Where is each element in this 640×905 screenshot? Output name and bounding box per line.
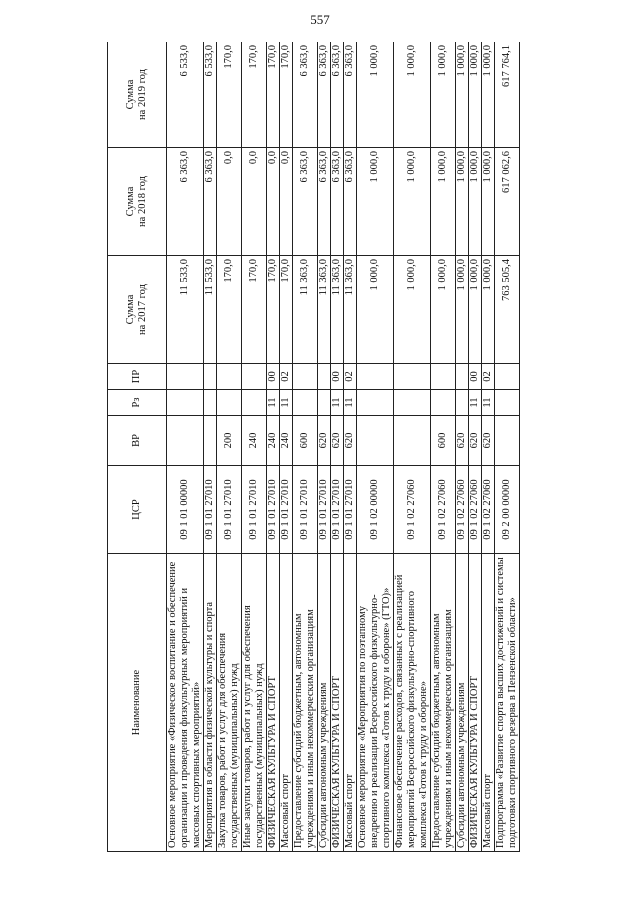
cell-vr: 620 <box>331 416 344 466</box>
cell-pr: 00 <box>331 364 344 390</box>
table-row <box>242 42 267 852</box>
cell-sum-2018: 1 000,0 <box>482 148 495 256</box>
cell-sum-2018: 6 363,0 <box>204 148 217 256</box>
cell-rz <box>293 390 318 416</box>
cell-pr <box>318 364 331 390</box>
cell-sum-2018: 6 363,0 <box>293 148 318 256</box>
cell-sum-2018: 0,0 <box>267 148 280 256</box>
cell-pr <box>456 364 469 390</box>
cell-pr <box>357 364 394 390</box>
cell-sum-2019: 6 533,0 <box>167 42 204 148</box>
cell-name: Предоставление субсидий бюджетным, автономным учреждениям и иным некоммерческим организациям <box>293 554 318 852</box>
cell-pr <box>431 364 456 390</box>
cell-sum-2017: 1 000,0 <box>431 256 456 364</box>
table-row <box>167 42 204 852</box>
cell-pr: 00 <box>267 364 280 390</box>
cell-rz: 11 <box>267 390 280 416</box>
cell-sum-2018: 1 000,0 <box>357 148 394 256</box>
cell-name: ФИЗИЧЕСКАЯ КУЛЬТУРА И СПОРТ <box>469 554 482 852</box>
cell-rz <box>394 390 431 416</box>
cell-sum-2018: 6 363,0 <box>344 148 357 256</box>
cell-sum-2017: 763 505,4 <box>495 256 520 364</box>
cell-vr: 620 <box>344 416 357 466</box>
cell-csr: 09 1 01 27010 <box>267 466 280 554</box>
cell-vr: 600 <box>293 416 318 466</box>
cell-rz <box>456 390 469 416</box>
header-csr: ЦСР <box>108 466 167 554</box>
cell-sum-2019: 170,0 <box>267 42 280 148</box>
cell-csr: 09 1 02 27060 <box>394 466 431 554</box>
cell-rz: 11 <box>344 390 357 416</box>
cell-csr: 09 1 01 27010 <box>318 466 331 554</box>
cell-sum-2017: 11 363,0 <box>331 256 344 364</box>
cell-pr <box>495 364 520 390</box>
cell-rz: 11 <box>469 390 482 416</box>
cell-vr: 240 <box>280 416 293 466</box>
cell-csr: 09 1 01 00000 <box>167 466 204 554</box>
cell-rz <box>242 390 267 416</box>
header-sum-2017: Сумма на 2017 год <box>108 256 167 364</box>
table-row <box>204 42 217 852</box>
cell-csr: 09 1 02 27060 <box>431 466 456 554</box>
cell-name: Закупка товаров, работ и услуг для обеспечения государственных (муниципальных) нужд <box>217 554 242 852</box>
cell-sum-2019: 1 000,0 <box>456 42 469 148</box>
cell-pr <box>167 364 204 390</box>
cell-vr: 240 <box>242 416 267 466</box>
cell-sum-2019: 170,0 <box>217 42 242 148</box>
cell-vr <box>357 416 394 466</box>
cell-name: Иные закупки товаров, работ и услуг для обеспечения государственных (муниципальных) нужд <box>242 554 267 852</box>
cell-sum-2018: 6 363,0 <box>331 148 344 256</box>
cell-sum-2019: 170,0 <box>280 42 293 148</box>
cell-pr <box>204 364 217 390</box>
cell-vr: 200 <box>217 416 242 466</box>
cell-sum-2017: 11 363,0 <box>344 256 357 364</box>
table-header-row <box>108 42 167 852</box>
table-row <box>293 42 318 852</box>
cell-rz: 11 <box>280 390 293 416</box>
cell-pr <box>394 364 431 390</box>
cell-sum-2019: 170,0 <box>242 42 267 148</box>
cell-vr <box>495 416 520 466</box>
header-name: Наименование <box>108 554 167 852</box>
cell-pr <box>242 364 267 390</box>
cell-name: ФИЗИЧЕСКАЯ КУЛЬТУРА И СПОРТ <box>267 554 280 852</box>
cell-sum-2019: 6 363,0 <box>318 42 331 148</box>
cell-sum-2019: 6 363,0 <box>293 42 318 148</box>
cell-vr <box>167 416 204 466</box>
table-row <box>357 42 394 852</box>
cell-sum-2018: 6 363,0 <box>167 148 204 256</box>
cell-sum-2019: 1 000,0 <box>394 42 431 148</box>
cell-sum-2017: 1 000,0 <box>394 256 431 364</box>
cell-pr <box>217 364 242 390</box>
cell-sum-2019: 617 764,1 <box>495 42 520 148</box>
cell-name: Мероприятия в области физической культуры и спорта <box>204 554 217 852</box>
header-pr: ПР <box>108 364 167 390</box>
cell-name: Массовый спорт <box>344 554 357 852</box>
header-vr: ВР <box>108 416 167 466</box>
cell-sum-2019: 6 363,0 <box>331 42 344 148</box>
cell-sum-2019: 1 000,0 <box>482 42 495 148</box>
cell-sum-2018: 0,0 <box>217 148 242 256</box>
cell-sum-2019: 1 000,0 <box>469 42 482 148</box>
header-sum-2018: Сумма на 2018 год <box>108 148 167 256</box>
table-row <box>280 42 293 852</box>
table-body <box>167 42 520 852</box>
cell-rz <box>217 390 242 416</box>
cell-sum-2019: 1 000,0 <box>431 42 456 148</box>
cell-pr: 02 <box>344 364 357 390</box>
cell-sum-2018: 1 000,0 <box>456 148 469 256</box>
cell-sum-2017: 11 533,0 <box>167 256 204 364</box>
cell-sum-2017: 170,0 <box>267 256 280 364</box>
page-number: 557 <box>310 12 330 27</box>
table-row <box>469 42 482 852</box>
table-row <box>482 42 495 852</box>
cell-sum-2017: 11 533,0 <box>204 256 217 364</box>
cell-csr: 09 2 00 00000 <box>495 466 520 554</box>
cell-sum-2019: 6 363,0 <box>344 42 357 148</box>
table-row <box>267 42 280 852</box>
cell-sum-2017: 1 000,0 <box>357 256 394 364</box>
cell-name: Предоставление субсидий бюджетным, автономным учреждениям и иным некоммерческим организациям <box>431 554 456 852</box>
cell-csr: 09 1 01 27010 <box>293 466 318 554</box>
cell-vr: 240 <box>267 416 280 466</box>
cell-sum-2017: 170,0 <box>217 256 242 364</box>
cell-sum-2019: 1 000,0 <box>357 42 394 148</box>
cell-csr: 09 1 02 27060 <box>482 466 495 554</box>
cell-vr <box>204 416 217 466</box>
cell-sum-2017: 1 000,0 <box>456 256 469 364</box>
cell-csr: 09 1 01 27010 <box>331 466 344 554</box>
cell-csr: 09 1 01 27010 <box>242 466 267 554</box>
cell-rz <box>495 390 520 416</box>
cell-vr: 620 <box>482 416 495 466</box>
cell-name: Финансовое обеспечение расходов, связанных с реализацией мероприятий Всероссийского физкультурно-спортивного комплекса «Готов к труду и обороне» <box>394 554 431 852</box>
cell-vr: 620 <box>456 416 469 466</box>
cell-pr: 00 <box>469 364 482 390</box>
cell-vr: 600 <box>431 416 456 466</box>
cell-name: Субсидии автономным учреждениям <box>456 554 469 852</box>
cell-vr: 620 <box>469 416 482 466</box>
cell-rz <box>431 390 456 416</box>
cell-csr: 09 1 01 27010 <box>204 466 217 554</box>
cell-sum-2018: 1 000,0 <box>431 148 456 256</box>
cell-sum-2018: 0,0 <box>242 148 267 256</box>
cell-csr: 09 1 01 27010 <box>280 466 293 554</box>
cell-pr: 02 <box>280 364 293 390</box>
table-row <box>344 42 357 852</box>
table-row <box>431 42 456 852</box>
cell-sum-2019: 6 533,0 <box>204 42 217 148</box>
table-row <box>456 42 469 852</box>
cell-sum-2017: 170,0 <box>280 256 293 364</box>
cell-sum-2018: 1 000,0 <box>394 148 431 256</box>
cell-rz: 11 <box>331 390 344 416</box>
cell-name: Подпрограмма «Развитие спорта высших достижений и системы подготовки спортивного резерва в Пензенской области» <box>495 554 520 852</box>
cell-sum-2018: 6 363,0 <box>318 148 331 256</box>
cell-rz <box>318 390 331 416</box>
cell-sum-2017: 170,0 <box>242 256 267 364</box>
header-rz: Рз <box>108 390 167 416</box>
table-row <box>217 42 242 852</box>
budget-table-rotated <box>107 42 537 852</box>
table-row <box>394 42 431 852</box>
cell-vr <box>394 416 431 466</box>
cell-rz: 11 <box>482 390 495 416</box>
table-row <box>318 42 331 852</box>
cell-csr: 09 1 02 27060 <box>469 466 482 554</box>
table-row <box>331 42 344 852</box>
cell-vr: 620 <box>318 416 331 466</box>
cell-sum-2017: 1 000,0 <box>482 256 495 364</box>
cell-sum-2018: 0,0 <box>280 148 293 256</box>
cell-pr: 02 <box>482 364 495 390</box>
cell-rz <box>167 390 204 416</box>
table-row <box>495 42 520 852</box>
cell-sum-2017: 11 363,0 <box>318 256 331 364</box>
budget-table <box>107 42 520 852</box>
cell-name: Субсидии автономным учреждениям <box>318 554 331 852</box>
cell-sum-2018: 1 000,0 <box>469 148 482 256</box>
cell-name: Основное мероприятие «Мероприятия по поэтапному внедрению и реализации Всероссийского физкультурно-спортивного комплекса «Готов к труду и обороне» (ГТО)» <box>357 554 394 852</box>
cell-sum-2017: 1 000,0 <box>469 256 482 364</box>
cell-rz <box>357 390 394 416</box>
cell-name: Массовый спорт <box>482 554 495 852</box>
cell-sum-2018: 617 062,6 <box>495 148 520 256</box>
cell-csr: 09 1 02 27060 <box>456 466 469 554</box>
cell-name: ФИЗИЧЕСКАЯ КУЛЬТУРА И СПОРТ <box>331 554 344 852</box>
cell-sum-2017: 11 363,0 <box>293 256 318 364</box>
cell-csr: 09 1 02 00000 <box>357 466 394 554</box>
cell-rz <box>204 390 217 416</box>
header-sum-2019: Сумма на 2019 год <box>108 42 167 148</box>
cell-pr <box>293 364 318 390</box>
cell-csr: 09 1 01 27010 <box>217 466 242 554</box>
rotated-table-area <box>107 42 537 852</box>
cell-name: Массовый спорт <box>280 554 293 852</box>
cell-name: Основное мероприятие «Физическое воспитание и обеспечение организации и проведения физкультурных мероприятий и массовых спортивных мероприятий» <box>167 554 204 852</box>
cell-csr: 09 1 01 27010 <box>344 466 357 554</box>
